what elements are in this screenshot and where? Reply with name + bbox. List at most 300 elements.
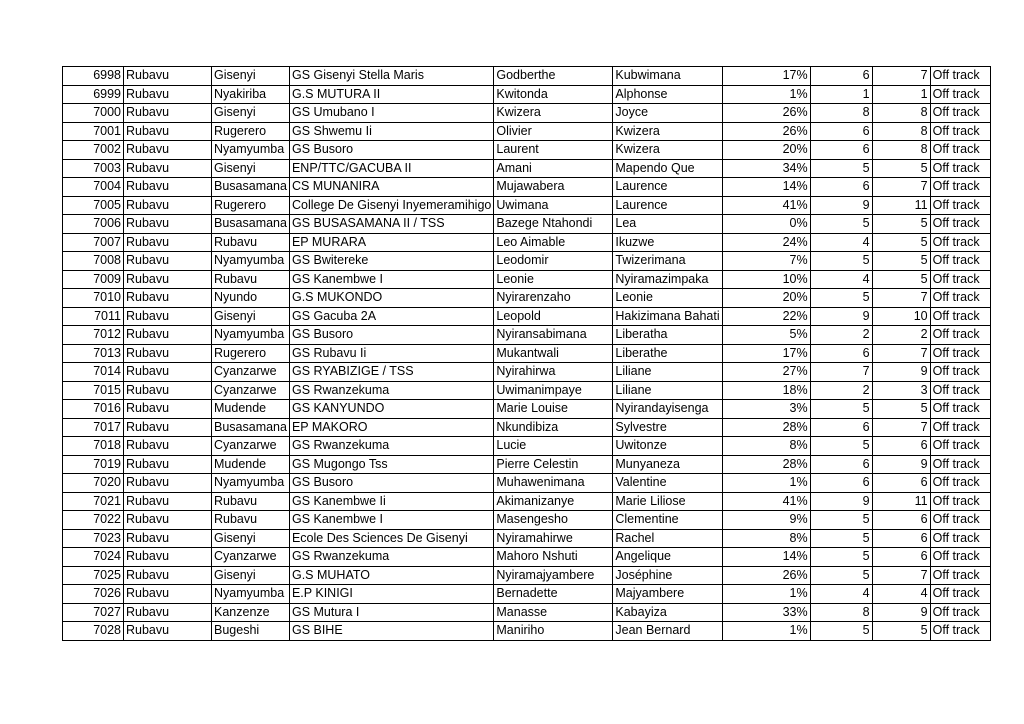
- cell-first-name: Kwizera: [494, 104, 613, 123]
- cell-school: GS Mugongo Tss: [289, 455, 493, 474]
- cell-school: GS Kanembwe Ii: [289, 492, 493, 511]
- table-row: [63, 141, 991, 160]
- table-row: [63, 252, 991, 271]
- cell-value-b: 11: [872, 492, 930, 511]
- cell-last-name: Nyirandayisenga: [613, 400, 722, 419]
- cell-first-name: Leonie: [494, 270, 613, 289]
- cell-status: Off track: [930, 437, 990, 456]
- cell-last-name: Kwizera: [613, 122, 722, 141]
- cell-status: Off track: [930, 363, 990, 382]
- cell-first-name: Bernadette: [494, 585, 613, 604]
- cell-first-name: Nyiransabimana: [494, 326, 613, 345]
- table-row: [63, 492, 991, 511]
- cell-first-name: Godberthe: [494, 67, 613, 86]
- table-row: [63, 400, 991, 419]
- cell-last-name: Liliane: [613, 363, 722, 382]
- cell-school: EP MAKORO: [289, 418, 493, 437]
- cell-first-name: Bazege Ntahondi: [494, 215, 613, 234]
- cell-percent: 27%: [722, 363, 810, 382]
- cell-value-b: 11: [872, 196, 930, 215]
- cell-status: Off track: [930, 85, 990, 104]
- cell-row-id: 7016: [63, 400, 124, 419]
- cell-school: GS BUSASAMANA II / TSS: [289, 215, 493, 234]
- cell-row-id: 7027: [63, 603, 124, 622]
- cell-status: Off track: [930, 270, 990, 289]
- cell-percent: 1%: [722, 85, 810, 104]
- cell-status: Off track: [930, 455, 990, 474]
- cell-row-id: 6998: [63, 67, 124, 86]
- table-row: [63, 122, 991, 141]
- cell-last-name: Joséphine: [613, 566, 722, 585]
- cell-row-id: 7009: [63, 270, 124, 289]
- cell-value-a: 6: [810, 418, 872, 437]
- cell-district: Rubavu: [124, 437, 212, 456]
- cell-sector: Mudende: [212, 400, 290, 419]
- cell-value-a: 5: [810, 252, 872, 271]
- cell-school: Ecole Des Sciences De Gisenyi: [289, 529, 493, 548]
- cell-sector: Busasamana: [212, 215, 290, 234]
- cell-row-id: 7003: [63, 159, 124, 178]
- table-row: [63, 289, 991, 308]
- cell-status: Off track: [930, 511, 990, 530]
- cell-last-name: Nyiramazimpaka: [613, 270, 722, 289]
- cell-district: Rubavu: [124, 344, 212, 363]
- cell-value-a: 9: [810, 307, 872, 326]
- cell-first-name: Mukantwali: [494, 344, 613, 363]
- cell-first-name: Lucie: [494, 437, 613, 456]
- cell-sector: Gisenyi: [212, 566, 290, 585]
- cell-value-a: 9: [810, 196, 872, 215]
- cell-percent: 41%: [722, 492, 810, 511]
- cell-district: Rubavu: [124, 104, 212, 123]
- cell-value-a: 5: [810, 159, 872, 178]
- cell-district: Rubavu: [124, 270, 212, 289]
- cell-value-a: 6: [810, 67, 872, 86]
- cell-sector: Gisenyi: [212, 104, 290, 123]
- cell-value-b: 7: [872, 566, 930, 585]
- cell-sector: Nyundo: [212, 289, 290, 308]
- cell-value-b: 10: [872, 307, 930, 326]
- cell-status: Off track: [930, 215, 990, 234]
- cell-school: ENP/TTC/GACUBA II: [289, 159, 493, 178]
- cell-district: Rubavu: [124, 289, 212, 308]
- cell-first-name: Uwimanimpaye: [494, 381, 613, 400]
- cell-sector: Nyamyumba: [212, 141, 290, 160]
- cell-value-b: 8: [872, 122, 930, 141]
- cell-status: Off track: [930, 252, 990, 271]
- cell-last-name: Liliane: [613, 381, 722, 400]
- table-row: [63, 566, 991, 585]
- cell-last-name: Ikuzwe: [613, 233, 722, 252]
- cell-value-b: 7: [872, 418, 930, 437]
- cell-value-a: 5: [810, 400, 872, 419]
- cell-value-b: 7: [872, 344, 930, 363]
- cell-percent: 1%: [722, 622, 810, 641]
- cell-value-b: 7: [872, 178, 930, 197]
- cell-last-name: Liberathe: [613, 344, 722, 363]
- cell-status: Off track: [930, 603, 990, 622]
- cell-sector: Nyamyumba: [212, 474, 290, 493]
- cell-percent: 8%: [722, 437, 810, 456]
- cell-value-b: 5: [872, 400, 930, 419]
- cell-status: Off track: [930, 122, 990, 141]
- cell-percent: 5%: [722, 326, 810, 345]
- cell-last-name: Mapendo Que: [613, 159, 722, 178]
- cell-percent: 28%: [722, 418, 810, 437]
- cell-value-a: 6: [810, 141, 872, 160]
- cell-sector: Rubavu: [212, 492, 290, 511]
- cell-status: Off track: [930, 67, 990, 86]
- cell-district: Rubavu: [124, 233, 212, 252]
- cell-row-id: 7026: [63, 585, 124, 604]
- cell-district: Rubavu: [124, 492, 212, 511]
- cell-row-id: 7014: [63, 363, 124, 382]
- cell-district: Rubavu: [124, 585, 212, 604]
- cell-status: Off track: [930, 344, 990, 363]
- cell-value-a: 5: [810, 215, 872, 234]
- cell-sector: Cyanzarwe: [212, 381, 290, 400]
- cell-district: Rubavu: [124, 529, 212, 548]
- cell-percent: 41%: [722, 196, 810, 215]
- cell-value-b: 7: [872, 67, 930, 86]
- cell-first-name: Laurent: [494, 141, 613, 160]
- table-row: [63, 104, 991, 123]
- cell-school: GS Rwanzekuma: [289, 437, 493, 456]
- cell-first-name: Leo Aimable: [494, 233, 613, 252]
- cell-status: Off track: [930, 418, 990, 437]
- cell-school: GS Busoro: [289, 326, 493, 345]
- cell-school: College De Gisenyi Inyemeramihigo: [289, 196, 493, 215]
- cell-value-a: 6: [810, 344, 872, 363]
- cell-row-id: 7018: [63, 437, 124, 456]
- cell-row-id: 7007: [63, 233, 124, 252]
- cell-sector: Cyanzarwe: [212, 437, 290, 456]
- cell-value-b: 3: [872, 381, 930, 400]
- cell-sector: Rugerero: [212, 122, 290, 141]
- cell-status: Off track: [930, 307, 990, 326]
- table-row: [63, 585, 991, 604]
- cell-percent: 17%: [722, 67, 810, 86]
- cell-percent: 0%: [722, 215, 810, 234]
- cell-status: Off track: [930, 529, 990, 548]
- cell-value-a: 6: [810, 178, 872, 197]
- cell-sector: Busasamana: [212, 418, 290, 437]
- cell-sector: Rugerero: [212, 344, 290, 363]
- cell-last-name: Sylvestre: [613, 418, 722, 437]
- cell-percent: 34%: [722, 159, 810, 178]
- table-row: [63, 455, 991, 474]
- cell-value-b: 8: [872, 141, 930, 160]
- cell-first-name: Marie Louise: [494, 400, 613, 419]
- cell-percent: 10%: [722, 270, 810, 289]
- cell-percent: 17%: [722, 344, 810, 363]
- cell-percent: 1%: [722, 474, 810, 493]
- cell-district: Rubavu: [124, 196, 212, 215]
- cell-first-name: Nyiramajyambere: [494, 566, 613, 585]
- cell-district: Rubavu: [124, 141, 212, 160]
- cell-school: GS KANYUNDO: [289, 400, 493, 419]
- cell-last-name: Twizerimana: [613, 252, 722, 271]
- cell-school: GS BIHE: [289, 622, 493, 641]
- cell-last-name: Liberatha: [613, 326, 722, 345]
- cell-last-name: Valentine: [613, 474, 722, 493]
- cell-value-a: 7: [810, 363, 872, 382]
- cell-value-b: 6: [872, 474, 930, 493]
- cell-status: Off track: [930, 622, 990, 641]
- cell-row-id: 7020: [63, 474, 124, 493]
- cell-first-name: Leodomir: [494, 252, 613, 271]
- cell-last-name: Hakizimana Bahati: [613, 307, 722, 326]
- cell-first-name: Akimanizanye: [494, 492, 613, 511]
- cell-percent: 26%: [722, 122, 810, 141]
- cell-value-b: 5: [872, 270, 930, 289]
- cell-row-id: 7022: [63, 511, 124, 530]
- cell-status: Off track: [930, 474, 990, 493]
- cell-school: GS Gacuba 2A: [289, 307, 493, 326]
- cell-sector: Mudende: [212, 455, 290, 474]
- cell-sector: Nyamyumba: [212, 252, 290, 271]
- cell-value-a: 1: [810, 85, 872, 104]
- cell-last-name: Leonie: [613, 289, 722, 308]
- cell-percent: 20%: [722, 289, 810, 308]
- cell-status: Off track: [930, 289, 990, 308]
- cell-row-id: 7021: [63, 492, 124, 511]
- cell-sector: Rubavu: [212, 511, 290, 530]
- cell-row-id: 7006: [63, 215, 124, 234]
- cell-first-name: Pierre Celestin: [494, 455, 613, 474]
- cell-value-b: 5: [872, 252, 930, 271]
- cell-school: GS Kanembwe I: [289, 270, 493, 289]
- cell-school: G.S MUKONDO: [289, 289, 493, 308]
- cell-district: Rubavu: [124, 215, 212, 234]
- cell-school: E.P KINIGI: [289, 585, 493, 604]
- cell-sector: Nyamyumba: [212, 326, 290, 345]
- cell-value-b: 4: [872, 585, 930, 604]
- cell-status: Off track: [930, 159, 990, 178]
- cell-last-name: Laurence: [613, 196, 722, 215]
- cell-percent: 24%: [722, 233, 810, 252]
- cell-percent: 7%: [722, 252, 810, 271]
- cell-status: Off track: [930, 326, 990, 345]
- cell-row-id: 7012: [63, 326, 124, 345]
- table-row: [63, 326, 991, 345]
- table-row: [63, 511, 991, 530]
- cell-row-id: 7015: [63, 381, 124, 400]
- cell-district: Rubavu: [124, 363, 212, 382]
- cell-row-id: 7017: [63, 418, 124, 437]
- cell-sector: Busasamana: [212, 178, 290, 197]
- cell-sector: Rubavu: [212, 270, 290, 289]
- cell-value-b: 5: [872, 622, 930, 641]
- table-row: [63, 363, 991, 382]
- cell-value-b: 5: [872, 233, 930, 252]
- cell-percent: 14%: [722, 548, 810, 567]
- cell-value-b: 2: [872, 326, 930, 345]
- cell-first-name: Nyirarenzaho: [494, 289, 613, 308]
- cell-last-name: Marie Liliose: [613, 492, 722, 511]
- cell-school: GS Busoro: [289, 474, 493, 493]
- cell-last-name: Rachel: [613, 529, 722, 548]
- cell-value-a: 6: [810, 122, 872, 141]
- table-row: [63, 159, 991, 178]
- table-row: [63, 270, 991, 289]
- cell-district: Rubavu: [124, 326, 212, 345]
- cell-first-name: Amani: [494, 159, 613, 178]
- cell-sector: Nyakiriba: [212, 85, 290, 104]
- cell-district: Rubavu: [124, 548, 212, 567]
- cell-percent: 14%: [722, 178, 810, 197]
- cell-value-a: 5: [810, 566, 872, 585]
- cell-status: Off track: [930, 400, 990, 419]
- cell-first-name: Uwimana: [494, 196, 613, 215]
- cell-first-name: Leopold: [494, 307, 613, 326]
- cell-sector: Cyanzarwe: [212, 548, 290, 567]
- table-row: [63, 603, 991, 622]
- cell-value-b: 9: [872, 603, 930, 622]
- cell-value-b: 1: [872, 85, 930, 104]
- cell-value-a: 9: [810, 492, 872, 511]
- cell-value-b: 5: [872, 215, 930, 234]
- cell-district: Rubavu: [124, 122, 212, 141]
- cell-last-name: Laurence: [613, 178, 722, 197]
- cell-last-name: Kabayiza: [613, 603, 722, 622]
- cell-row-id: 7000: [63, 104, 124, 123]
- cell-school: CS MUNANIRA: [289, 178, 493, 197]
- cell-first-name: Nkundibiza: [494, 418, 613, 437]
- cell-district: Rubavu: [124, 418, 212, 437]
- cell-percent: 22%: [722, 307, 810, 326]
- cell-status: Off track: [930, 585, 990, 604]
- cell-value-a: 8: [810, 603, 872, 622]
- cell-row-id: 7019: [63, 455, 124, 474]
- cell-value-a: 6: [810, 474, 872, 493]
- table-row: [63, 67, 991, 86]
- table-row: [63, 307, 991, 326]
- cell-school: G.S MUHATO: [289, 566, 493, 585]
- cell-sector: Nyamyumba: [212, 585, 290, 604]
- cell-sector: Rubavu: [212, 233, 290, 252]
- cell-last-name: Kwizera: [613, 141, 722, 160]
- table-row: [63, 474, 991, 493]
- cell-row-id: 7005: [63, 196, 124, 215]
- table-row: [63, 85, 991, 104]
- table-row: [63, 233, 991, 252]
- cell-row-id: 7024: [63, 548, 124, 567]
- cell-school: EP MURARA: [289, 233, 493, 252]
- cell-row-id: 7028: [63, 622, 124, 641]
- cell-value-b: 5: [872, 159, 930, 178]
- cell-district: Rubavu: [124, 455, 212, 474]
- cell-percent: 8%: [722, 529, 810, 548]
- cell-status: Off track: [930, 233, 990, 252]
- table-row: [63, 178, 991, 197]
- cell-last-name: Kubwimana: [613, 67, 722, 86]
- cell-percent: 28%: [722, 455, 810, 474]
- cell-value-b: 6: [872, 511, 930, 530]
- cell-first-name: Masengesho: [494, 511, 613, 530]
- cell-last-name: Lea: [613, 215, 722, 234]
- cell-value-a: 4: [810, 233, 872, 252]
- cell-first-name: Nyirahirwa: [494, 363, 613, 382]
- cell-percent: 18%: [722, 381, 810, 400]
- cell-district: Rubavu: [124, 474, 212, 493]
- cell-percent: 26%: [722, 566, 810, 585]
- table-body: [63, 67, 991, 641]
- cell-sector: Rugerero: [212, 196, 290, 215]
- cell-first-name: Mahoro Nshuti: [494, 548, 613, 567]
- cell-sector: Cyanzarwe: [212, 363, 290, 382]
- cell-first-name: Olivier: [494, 122, 613, 141]
- cell-row-id: 7013: [63, 344, 124, 363]
- cell-value-a: 5: [810, 548, 872, 567]
- cell-last-name: Majyambere: [613, 585, 722, 604]
- cell-district: Rubavu: [124, 400, 212, 419]
- cell-sector: Gisenyi: [212, 67, 290, 86]
- cell-value-b: 6: [872, 437, 930, 456]
- cell-school: GS Rwanzekuma: [289, 548, 493, 567]
- cell-sector: Gisenyi: [212, 529, 290, 548]
- cell-district: Rubavu: [124, 566, 212, 585]
- cell-row-id: 7011: [63, 307, 124, 326]
- cell-status: Off track: [930, 196, 990, 215]
- cell-sector: Bugeshi: [212, 622, 290, 641]
- cell-percent: 3%: [722, 400, 810, 419]
- cell-first-name: Mujawabera: [494, 178, 613, 197]
- cell-school: GS Gisenyi Stella Maris: [289, 67, 493, 86]
- cell-status: Off track: [930, 566, 990, 585]
- cell-percent: 20%: [722, 141, 810, 160]
- cell-first-name: Maniriho: [494, 622, 613, 641]
- cell-school: GS Bwitereke: [289, 252, 493, 271]
- table-row: [63, 529, 991, 548]
- cell-row-id: 7004: [63, 178, 124, 197]
- cell-sector: Gisenyi: [212, 307, 290, 326]
- cell-percent: 33%: [722, 603, 810, 622]
- table-row: [63, 548, 991, 567]
- cell-district: Rubavu: [124, 622, 212, 641]
- cell-value-b: 6: [872, 548, 930, 567]
- cell-last-name: Joyce: [613, 104, 722, 123]
- cell-row-id: 7008: [63, 252, 124, 271]
- cell-row-id: 7010: [63, 289, 124, 308]
- cell-value-a: 5: [810, 511, 872, 530]
- cell-sector: Gisenyi: [212, 159, 290, 178]
- cell-district: Rubavu: [124, 178, 212, 197]
- cell-district: Rubavu: [124, 307, 212, 326]
- cell-row-id: 7023: [63, 529, 124, 548]
- cell-district: Rubavu: [124, 85, 212, 104]
- cell-row-id: 6999: [63, 85, 124, 104]
- cell-last-name: Munyaneza: [613, 455, 722, 474]
- cell-sector: Kanzenze: [212, 603, 290, 622]
- cell-district: Rubavu: [124, 159, 212, 178]
- cell-district: Rubavu: [124, 603, 212, 622]
- data-table: [62, 66, 991, 641]
- cell-row-id: 7025: [63, 566, 124, 585]
- cell-school: GS Umubano I: [289, 104, 493, 123]
- cell-school: GS Kanembwe I: [289, 511, 493, 530]
- cell-school: G.S MUTURA II: [289, 85, 493, 104]
- cell-row-id: 7001: [63, 122, 124, 141]
- cell-school: GS Mutura I: [289, 603, 493, 622]
- cell-first-name: Manasse: [494, 603, 613, 622]
- cell-first-name: Nyiramahirwe: [494, 529, 613, 548]
- cell-value-a: 8: [810, 104, 872, 123]
- table-row: [63, 381, 991, 400]
- cell-district: Rubavu: [124, 67, 212, 86]
- cell-school: GS RYABIZIGE / TSS: [289, 363, 493, 382]
- cell-percent: 1%: [722, 585, 810, 604]
